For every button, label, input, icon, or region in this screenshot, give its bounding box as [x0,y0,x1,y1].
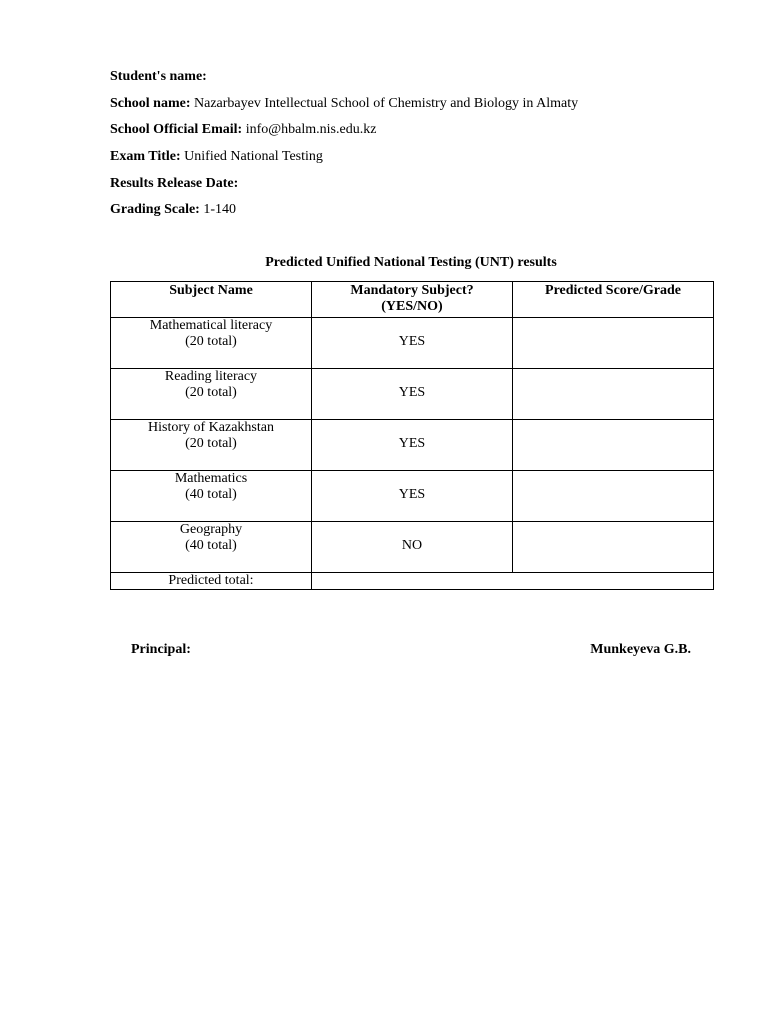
grading-scale-label: Grading Scale: [110,202,200,217]
subject-name: Reading literacy [164,369,258,384]
table-title: Predicted Unified National Testing (UNT) results [265,255,557,270]
subject-cell [111,522,312,573]
school-email-label: School Official Email: [110,122,243,137]
exam-title-value: Unified National Testing [184,149,323,164]
table-header-row [111,282,714,318]
subject-cell [111,369,312,420]
score-cell[interactable] [513,471,714,522]
subject-total: (20 total) [185,385,237,400]
subject-name: History of Kazakhstan [148,420,274,435]
column-header-mandatory [312,282,513,318]
subject-cell [111,471,312,522]
mandatory-cell: NO [312,522,513,573]
exam-title-label: Exam Title: [110,149,181,164]
student-name-label: Student's name: [110,69,207,84]
info-student-name [110,69,207,85]
score-cell[interactable] [513,420,714,471]
school-name-label: School name: [110,96,191,111]
mandatory-cell: YES [312,318,513,369]
info-school-email [110,122,376,138]
score-cell[interactable] [513,522,714,573]
column-score-label: Predicted Score/Grade [545,283,681,298]
subject-cell [111,420,312,471]
table-row [111,369,714,420]
table-row [111,471,714,522]
mandatory-cell: YES [312,420,513,471]
subject-total: (40 total) [185,538,237,553]
subject-cell [111,318,312,369]
table-row [111,318,714,369]
column-header-subject [111,282,312,318]
column-subject-label: Subject Name [169,283,253,298]
release-date-label: Results Release Date: [110,176,239,191]
mandatory-cell: YES [312,369,513,420]
principal-label: Principal: [131,642,191,657]
subject-name: Mathematics [174,471,248,486]
info-school-name [110,96,578,112]
info-release-date [110,176,238,192]
table-row [111,522,714,573]
subject-total: (20 total) [185,436,237,451]
total-label-cell: Predicted total: [111,573,312,590]
results-table [110,281,714,590]
info-exam-title [110,149,323,165]
subject-total: (40 total) [185,487,237,502]
subject-name: Geography [179,522,243,537]
school-email-value: info@hbalm.nis.edu.kz [245,122,377,137]
column-header-score [513,282,714,318]
subject-total: (20 total) [185,334,237,349]
column-mandatory-line2: (YES/NO) [381,299,443,314]
subject-name: Mathematical literacy [149,318,273,333]
school-name-value: Nazarbayev Intellectual School of Chemistry and Biology in Almaty [194,96,579,111]
grading-scale-value: 1-140 [203,202,237,217]
principal-name: Munkeyeva G.B. [590,642,691,657]
column-mandatory-line1: Mandatory Subject? [350,283,474,298]
total-row [111,573,714,590]
info-grading-scale [110,202,236,218]
score-cell[interactable] [513,369,714,420]
score-cell[interactable] [513,318,714,369]
total-value-cell[interactable] [312,573,714,590]
table-row [111,420,714,471]
mandatory-cell: YES [312,471,513,522]
